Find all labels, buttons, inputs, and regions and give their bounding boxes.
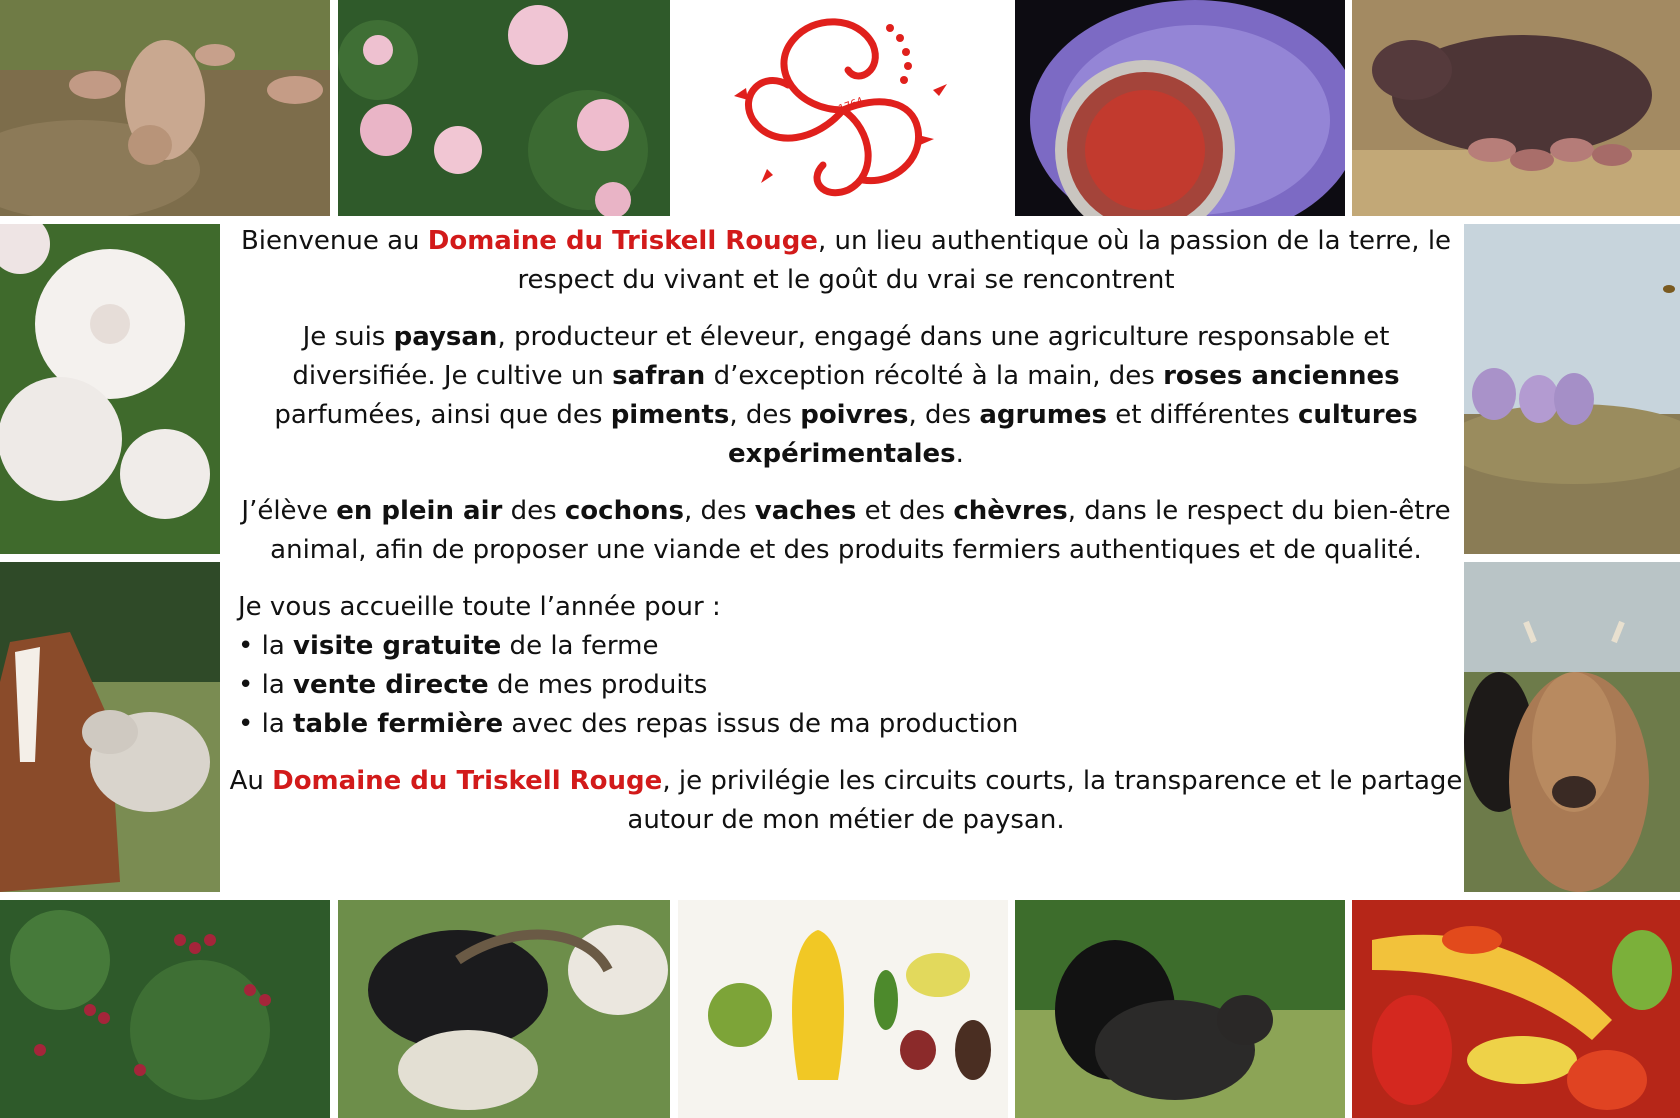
closing-text: autour de mon métier de paysan.: [627, 805, 1065, 835]
crops-text: .: [955, 439, 964, 469]
domain-name-2: Domaine du Triskell Rouge: [272, 766, 663, 796]
crops-text: , producteur et éleveur, engagé dans une agriculture responsable et: [497, 322, 1390, 352]
domain-name-1: Domaine du Triskell Rouge: [427, 226, 818, 256]
closing-text: Au: [229, 766, 273, 796]
list-item: [238, 666, 1464, 705]
list-text: • la: [238, 670, 294, 700]
white-roses-photo: [0, 224, 220, 554]
keyword-table: table fermière: [293, 709, 504, 739]
keyword-experimentales: expérimentales: [728, 439, 956, 469]
chili-peppers-photo: [1352, 900, 1680, 1118]
pink-roses-photo: [338, 0, 670, 216]
keyword-visite: visite gratuite: [293, 631, 502, 661]
keyword-roses: roses anciennes: [1163, 361, 1400, 391]
intro-text-2: , un lieu authentique où la passion de la terre, le: [817, 226, 1452, 256]
crops-text: parfumées, ainsi que des: [274, 400, 611, 430]
keyword-vaches: vaches: [754, 496, 857, 526]
livestock-text: et des: [856, 496, 954, 526]
triskell-logo: [678, 0, 1008, 216]
livestock-text: , des: [683, 496, 755, 526]
keyword-agrumes: agrumes: [979, 400, 1108, 430]
crops-text: d’exception récolté à la main, des: [705, 361, 1164, 391]
crops-text: , des: [908, 400, 980, 430]
list-text: avec des repas issus de ma production: [503, 709, 1019, 739]
livestock-paragraph: [228, 492, 1464, 570]
list-text: • la: [238, 631, 294, 661]
goats-photo: [338, 900, 670, 1118]
pigs-field-photo: [0, 0, 330, 216]
keyword-piments: piments: [610, 400, 730, 430]
crops-text: et différentes: [1107, 400, 1298, 430]
keyword-paysan: paysan: [393, 322, 498, 352]
keyword-safran: safran: [612, 361, 706, 391]
list-text: de la ferme: [501, 631, 659, 661]
welcome-heading: Je vous accueille toute l’année pour :: [238, 592, 721, 622]
livestock-text: , dans le respect du bien-être: [1067, 496, 1451, 526]
crops-paragraph: [228, 318, 1464, 474]
cow-calf-photo: [1015, 900, 1345, 1118]
livestock-text: J’élève: [241, 496, 337, 526]
list-text: • la: [238, 709, 294, 739]
list-item: [238, 627, 1464, 666]
logo-year: 1764: [837, 95, 865, 115]
sow-piglets-photo: [1352, 0, 1680, 216]
pepper-berries-photo: [0, 900, 330, 1118]
intro-text-1: Bienvenue au: [240, 226, 428, 256]
welcome-list: [228, 588, 1464, 744]
closing-text: , je privilégie les circuits courts, la transparence et le partage: [662, 766, 1463, 796]
intro-text-3: respect du vivant et le goût du vrai se rencontrent: [517, 265, 1175, 295]
intro-paragraph: [228, 222, 1464, 300]
keyword-chevres: chèvres: [953, 496, 1068, 526]
livestock-text: des: [502, 496, 565, 526]
crops-text: , des: [729, 400, 801, 430]
welcome-text-block: [228, 222, 1464, 894]
saffron-bowl-photo: [1015, 0, 1345, 216]
citrus-fruits-photo: [678, 900, 1008, 1118]
closing-paragraph: [228, 762, 1464, 840]
crops-text: diversifiée. Je cultive un: [292, 361, 613, 391]
livestock-text: animal, afin de proposer une viande et des produits fermiers authentiques et de qualité.: [270, 535, 1422, 565]
jersey-cow-photo: [1464, 562, 1680, 892]
keyword-vente: vente directe: [293, 670, 489, 700]
horse-donkey-photo: [0, 562, 220, 892]
saffron-flowers-photo: [1464, 224, 1680, 554]
keyword-cultures: cultures: [1297, 400, 1418, 430]
crops-text: Je suis: [302, 322, 394, 352]
keyword-poivres: poivres: [800, 400, 909, 430]
list-text: de mes produits: [488, 670, 708, 700]
list-item: [238, 705, 1464, 744]
keyword-plein-air: en plein air: [336, 496, 503, 526]
keyword-cochons: cochons: [564, 496, 684, 526]
